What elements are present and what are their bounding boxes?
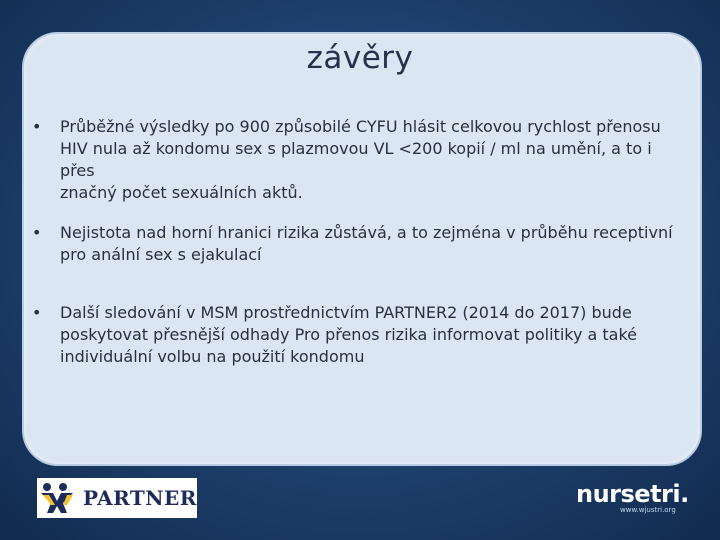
bullet-dot: • [32, 303, 42, 322]
nursetri-brand-text: nursetri [576, 480, 681, 508]
bullet-dot: • [32, 117, 42, 136]
nursetri-url: www.wjustri.org [620, 506, 676, 514]
nursetri-brand-dot: . [680, 480, 689, 508]
bullet-line: Další sledování v MSM prostřednictvím PARTNER2 (2014 do 2017) bude [60, 303, 632, 322]
bullet-line: HIV nula až kondomu sex s plazmovou VL <200 kopií / ml na umění, a to i přes [60, 139, 652, 180]
bullet-line: poskytovat přesnější odhady Pro přenos rizika informovat politiky a také [60, 325, 638, 344]
bullet-item [30, 302, 637, 368]
bullet-line: pro anální sex s ejakulací [60, 245, 262, 264]
bullet-dot: • [32, 223, 42, 242]
bullet-line: individuální volbu na použití kondomu [60, 347, 365, 366]
nursetri-logo [576, 480, 696, 514]
slide-title: závěry [306, 40, 414, 76]
bullet-line: značný počet sexuálních aktů. [60, 183, 303, 202]
nursetri-brand [576, 480, 696, 508]
bullet-item [30, 222, 673, 266]
bullet-line: Průběžné výsledky po 900 způsobilé CYFU hlásit celkovou rychlost přenosu [60, 117, 661, 136]
partner-figures-icon [37, 481, 81, 515]
bullet-item [30, 116, 680, 204]
bullet-line: Nejistota nad horní hranici rizika zůstává, a to zejména v průběhu receptivní [60, 223, 673, 242]
partner-logo-text: PARTNER [83, 486, 197, 510]
partner-logo [37, 478, 197, 518]
